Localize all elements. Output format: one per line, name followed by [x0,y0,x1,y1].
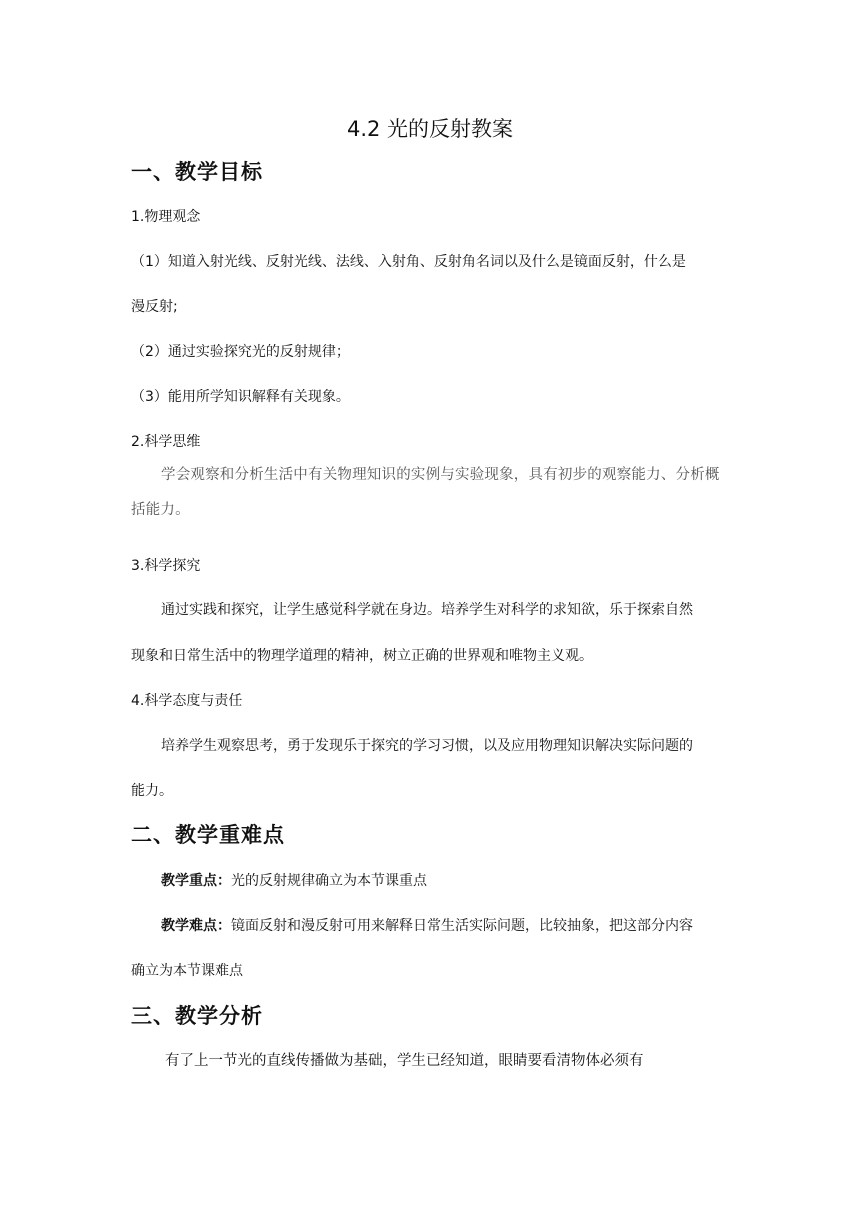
difficulty-text: 镜面反射和漫反射可用来解释日常生活实际问题，比较抽象，把这部分内容 [231,918,693,934]
paragraph-line: 能力。 [131,783,173,799]
section-heading-key-points: 二、教学重难点 [131,823,285,847]
section-heading-objectives: 一、教学目标 [131,160,263,184]
difficulty-line [161,916,693,936]
key-point-line [161,871,427,891]
paragraph-line: 通过实践和探究，让学生感觉科学就在身边。培养学生对科学的求知欲，乐于探索自然 [161,602,693,618]
paragraph-line: 学会观察和分析生活中有关物理知识的实例与实验现象，具有初步的观察能力、分析概 [161,467,720,483]
section-heading-analysis: 三、教学分析 [131,1004,263,1028]
paragraph-line: （3）能用所学知识解释有关现象。 [131,389,350,405]
paragraph-line: 现象和日常生活中的物理学道理的精神，树立正确的世界观和唯物主义观。 [131,648,593,664]
paragraph-line: 培养学生观察思考，勇于发现乐于探究的学习习惯，以及应用物理知识解决实际问题的 [161,738,693,754]
paragraph-line: 漫反射; [131,299,178,315]
subheading-scientific-inquiry: 3.科学探究 [131,558,201,574]
paragraph-line: （1）知道入射光线、反射光线、法线、入射角、反射角名词以及什么是镜面反射，什么是 [131,254,686,270]
key-point-label: 教学重点： [161,873,231,889]
difficulty-label: 教学难点： [161,918,231,934]
subheading-physics-concept: 1.物理观念 [131,209,201,225]
paragraph-line: 确立为本节课难点 [131,963,243,979]
key-point-text: 光的反射规律确立为本节课重点 [231,873,427,889]
paragraph-line: 括能力。 [131,502,190,518]
subheading-scientific-thinking: 2.科学思维 [131,434,201,450]
paragraph-line: 有了上一节光的直线传播做为基础，学生已经知道，眼睛要看清物体必须有 [165,1053,644,1069]
paragraph-line: （2）通过实验探究光的反射规律； [131,344,350,360]
page-title: 4.2 光的反射教案 [346,117,514,141]
subheading-attitude-responsibility: 4.科学态度与责任 [131,693,243,709]
